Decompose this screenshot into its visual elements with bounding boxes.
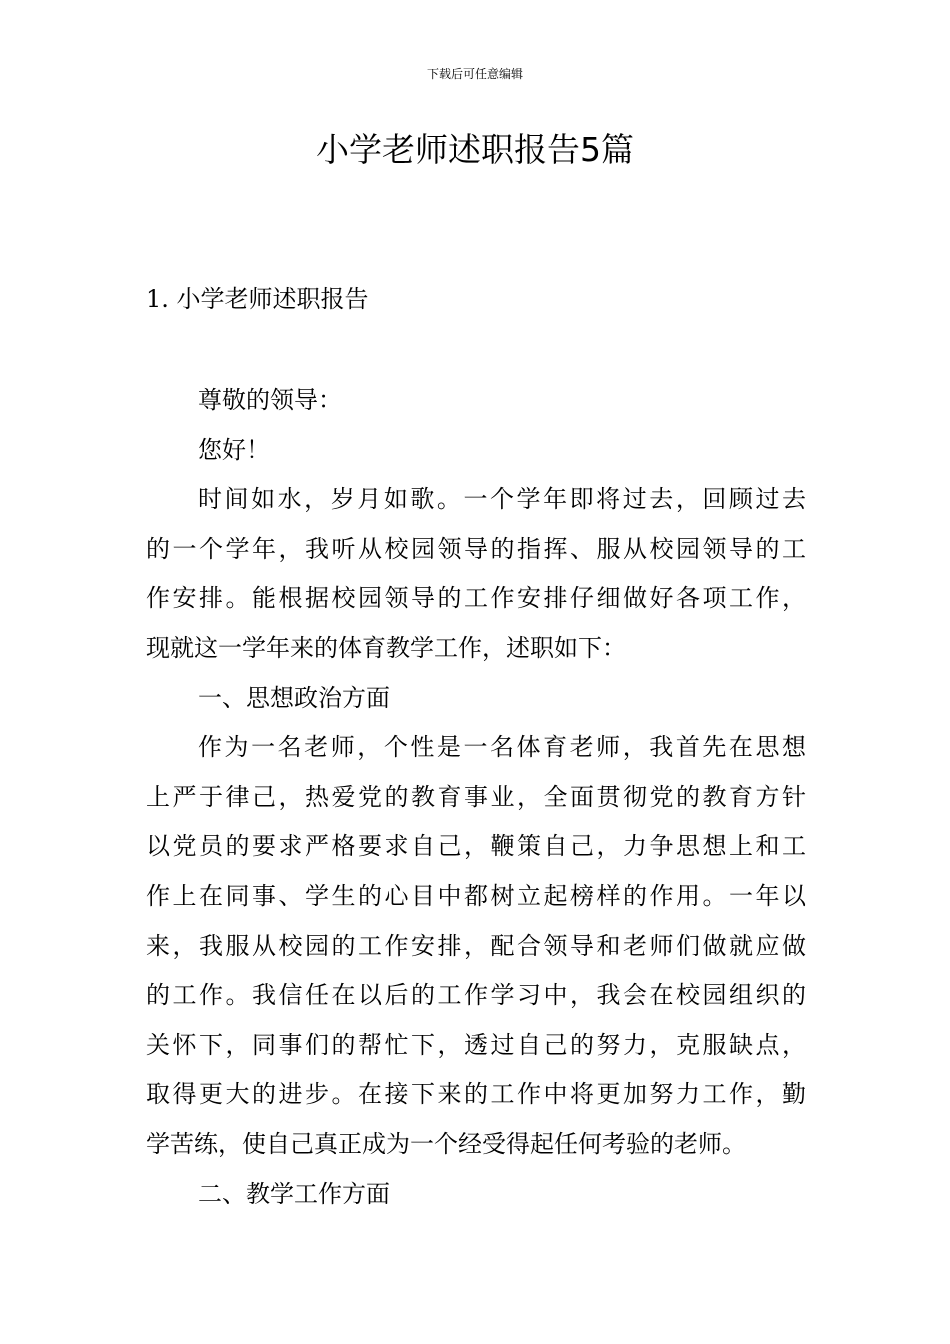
document-body [146, 376, 806, 1219]
paragraph-line: 时间如水，岁月如歌。一个学年即将过去，回顾过去 [198, 485, 806, 514]
paragraph-line: 作为一名老师，个性是一名体育老师，我首先在思想 [198, 733, 806, 762]
greeting-line: 尊敬的领导： [198, 386, 342, 414]
heading-political: 一、思想政治方面 [198, 683, 390, 712]
heading-teaching: 二、教学工作方面 [198, 1179, 390, 1208]
paragraph-line: 上严于律己，热爱党的教育事业，全面贯彻党的教育方针 [146, 782, 806, 811]
paragraph-line: 取得更大的进步。在接下来的工作中将更加努力工作，勤 [146, 1080, 806, 1109]
paragraph-line: 现就这一学年来的体育教学工作，述职如下： [146, 633, 626, 662]
paragraph-line: 作安排。能根据校园领导的工作安排仔细做好各项工作， [146, 584, 806, 613]
document-title: 小学老师述职报告5篇 [316, 130, 634, 169]
paragraph-line: 学苦练，使自己真正成为一个经受得起任何考验的老师。 [146, 1129, 746, 1158]
paragraph-line: 来，我服从校园的工作安排，配合领导和老师们做就应做 [146, 931, 806, 960]
paragraph-political [146, 723, 806, 1169]
paragraph-line: 的工作。我信任在以后的工作学习中，我会在校园组织的 [146, 981, 806, 1010]
section-heading: 1. 小学老师述职报告 [146, 285, 369, 313]
header-note: 下载后可任意编辑 [426, 67, 523, 81]
salutation-line: 您好！ [198, 435, 270, 464]
paragraph-line: 作上在同事、学生的心目中都树立起榜样的作用。一年以 [146, 881, 806, 910]
paragraph-line: 的一个学年，我听从校园领导的指挥、服从校园领导的工 [146, 534, 806, 563]
paragraph-line: 以党员的要求严格要求自己，鞭策自己，力争思想上和工 [146, 832, 806, 861]
paragraph-intro [146, 475, 806, 673]
paragraph-line: 关怀下，同事们的帮忙下，透过自己的努力，克服缺点， [146, 1030, 806, 1059]
